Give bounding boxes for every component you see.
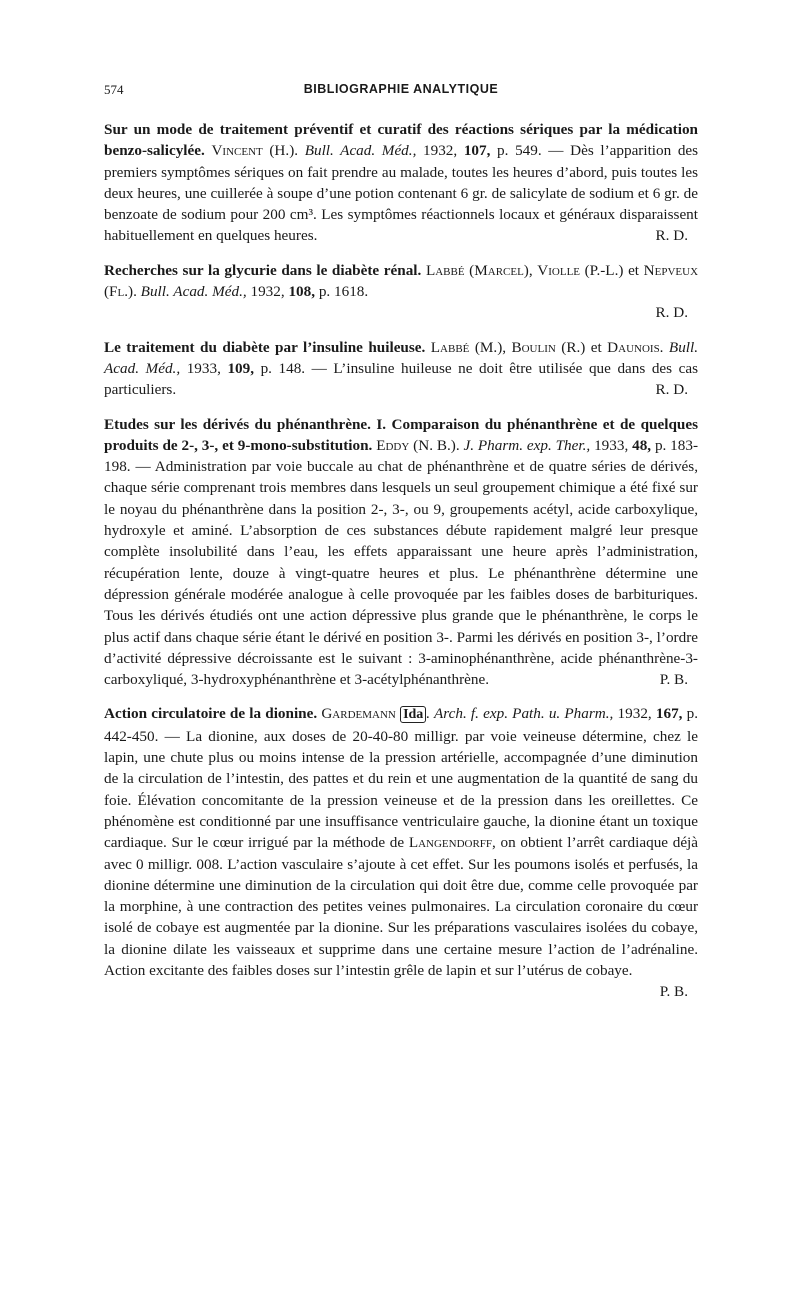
entry-year: 1932, <box>423 142 458 160</box>
bibliography-entry <box>104 260 698 324</box>
entry-signature: P. B. <box>659 983 688 1001</box>
entry-pages: p. 148. <box>260 359 306 377</box>
entry-journal: J. Pharm. exp. Ther., <box>463 436 591 454</box>
entry-pages: p. 549. <box>497 142 542 160</box>
entry-title: Action circulatoire de la dionine. <box>104 705 318 723</box>
running-title: BIBLIOGRAPHIE ANALYTIQUE <box>303 82 499 96</box>
entry-author: Daunois. <box>607 338 664 356</box>
entry-authors: Vincent (H.). <box>211 142 299 160</box>
entry-volume: 48, <box>632 436 652 454</box>
entry-title: Le traitement du diabète par l’insuline huileuse. <box>104 338 426 356</box>
entry-year: 1932, <box>250 283 285 301</box>
entry-year: 1933, <box>594 436 629 454</box>
entry-authors: Gardemann <box>321 705 396 723</box>
entry-pages: p. 442-450. <box>104 705 699 745</box>
page-number: 574 <box>104 82 124 97</box>
entry-volume: 109, <box>227 359 255 377</box>
entry-title: Etudes sur les dérivés du phénanthrène. I. Comparaison du phénanthrène et de quelques produits de 2-, 3-, et 9-mono-substitution. <box>104 415 698 454</box>
entry-abstract: — La dionine, aux doses de 20-40-80 milligr. par voie veineuse détermine, chez le lapin, une chute plus ou moins intense de la pression artérielle, accompagnée d’une diminution de la circulation de l’intestin, des pattes et du rein et une augmentation de la quantité de sang du foie. Élévation concomitante de la pression veineuse et de la pression dans les oreillettes. Ce phénomène est conditionné par une insuffisance ventriculaire gauche, la dionine étant un toxique cardiaque. Sur le cœur irrigué par la méthode de <box>104 727 698 852</box>
entry-author: Violle (P.-L.) <box>537 261 624 279</box>
entry-signature: R. D. <box>655 227 688 245</box>
running-head <box>104 82 698 106</box>
bibliography-entry <box>104 337 698 401</box>
entry-volume: 107, <box>463 142 491 160</box>
entry-abstract: — Administration par voie buccale au chat de phénanthrène et de quatre séries de dérivés, chaque série comprenant trois membres dans lesquels un seul groupement chimique a été fixé sur le noyau du phénanthrène dans la position 2-, 3-, ou 9, groupements acétyl, acide carboxylique, hydroxyle et aminé. L’absorption de ces substances débute rapidement malgré leur presque complète insolubilité dans l’eau, les effets apparaissant une heure après l’administration, récupération lente, douze à vingt-quatre heures et plus. Le phénanthrène détermine une dépression générale modérée analogue à celle provoquée par les faibles doses de barbituriques. Tous les dérivés étudiés ont une action dépressive plus grande que le phénanthrène, le corps le plus actif dans chaque série étant le dérivé en position 3-. Parmi les dérivés en position 3-, l’ordre d’activité dépressive décroissante est le suivant : 3-aminophénanthrène, acide phénanthrène-3-carboxyliqué, 3-hydroxyphénanthrène et 3-acétylphénanthrène. <box>104 458 699 689</box>
entry-signature: P. B. <box>659 671 688 689</box>
bibliography-entry <box>104 119 698 247</box>
entry-author: Labbé (M.), <box>430 338 507 356</box>
entry-year: 1932, <box>617 705 652 723</box>
entry-volume: 108, <box>288 283 316 301</box>
entry-abstract-continued: on obtient l’arrêt cardiaque déjà avec 0 milligr. 008. L’action vasculaire s’ajoute à cet effet. Sur les poumons isolés et perfusés, la dionine détermine une diminution de la circulation qui doit être due, comme celle provoquée par la morphine, à une contraction des petites veines pulmonaires. La circulation coronaire du cœur isolé de cobaye est augmentée par la dionine. Sur les préparations vasculaires isolées du cobaye, la dionine dilate les vaisseaux et supprime dans une certaine mesure l’action de l’adrénaline. Action excitante des faibles doses sur l’intestin grêle de lapin et sur l’utérus de cobaye. <box>104 834 699 979</box>
entry-signature: R. D. <box>655 381 688 399</box>
library-stamp: Ida <box>400 706 426 723</box>
entry-title: Sur un mode de traitement préventif et curatif des réactions sériques par la médication benzo-salicylée. <box>104 121 698 160</box>
entry-authors: Eddy (N. B.). <box>376 436 460 454</box>
entry-conjunction: et <box>628 261 640 279</box>
entry-journal: Bull. Acad. Méd., <box>304 142 417 160</box>
bibliography-entry <box>104 414 698 691</box>
entry-journal: . Arch. f. exp. Path. u. Pharm., <box>426 705 614 723</box>
entry-author: Boulin (R.) <box>511 338 586 356</box>
entry-author: Labbé (Marcel), <box>425 261 533 279</box>
entry-abstract: — L’insuline huileuse ne doit être utilisée que dans des cas particuliers. <box>104 359 699 399</box>
page <box>104 82 698 1003</box>
entry-abstract: — Dès l’apparition des premiers symptômes sériques on fait prendre au malade, toutes les heures d’abord, puis toutes les deux heures, une cuillerée à soupe d’une potion contenant 6 gr. de salicylate de sodium et 6 gr. de benzoate de sodium pour 200 cm³. Les symptômes réactionnels locaux et généraux disparaissent habituellement en quelques heures. <box>104 142 699 245</box>
method-name: Langendorff, <box>408 834 496 852</box>
entry-year: 1933, <box>186 359 221 377</box>
entry-signature: R. D. <box>655 304 688 322</box>
entry-author: Nepveux (Fl.). <box>104 261 699 301</box>
entry-pages: p. 1618. <box>318 283 369 301</box>
entry-journal: Bull. Acad. Méd., <box>104 338 699 377</box>
entry-pages: p. 183-198. <box>104 436 699 476</box>
bibliography-entry <box>104 703 698 1002</box>
entry-journal: Bull. Acad. Méd., <box>140 283 247 301</box>
entry-title: Recherches sur la glycurie dans le diabète rénal. <box>104 261 422 279</box>
entry-volume: 167, <box>655 705 683 723</box>
entry-conjunction: et <box>590 338 602 356</box>
